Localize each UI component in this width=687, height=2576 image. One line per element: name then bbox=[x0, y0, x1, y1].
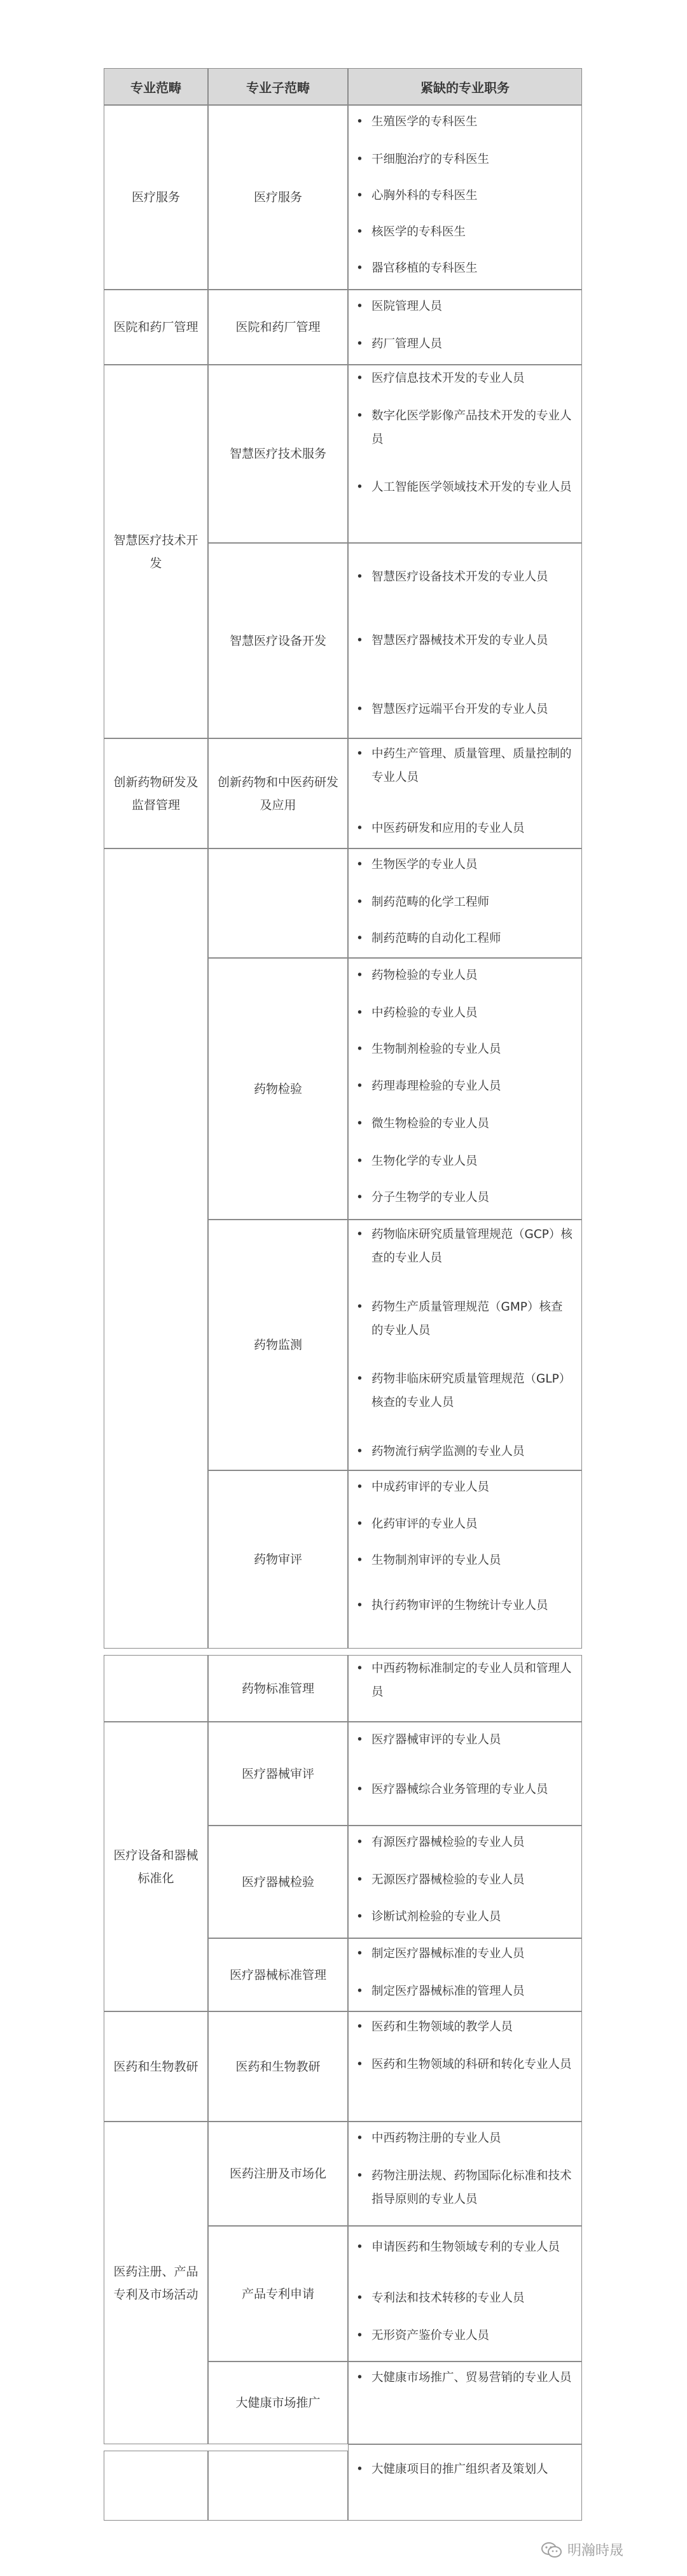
category-label: 医疗设备和器械标准化 bbox=[113, 1848, 198, 1885]
watermark-text: 明瀚時晟 bbox=[567, 2543, 624, 2559]
header-label: 紧缺的专业职务 bbox=[420, 80, 510, 95]
roles-cell bbox=[348, 2122, 582, 2226]
role-item: • 有源医疗器械检验的专业人员 bbox=[356, 1831, 574, 1854]
subcategory-cell bbox=[208, 848, 348, 958]
role-item: • 申请医药和生物领域专利的专业人员 bbox=[356, 2235, 574, 2259]
header-label: 专业范畴 bbox=[130, 80, 181, 95]
subcategory-cell bbox=[208, 1220, 348, 1470]
role-item: • 诊断试剂检验的专业人员 bbox=[356, 1905, 574, 1929]
role-item: • 中西药物注册的专业人员 bbox=[356, 2127, 574, 2150]
subcategory-cell bbox=[208, 2361, 348, 2444]
role-item: • 药物非临床研究质量管理规范（GLP）核查的专业人员 bbox=[356, 1367, 574, 1414]
role-item: • 大健康项目的推广组织者及策划人 bbox=[356, 2458, 574, 2481]
subcategory-cell bbox=[208, 1655, 348, 1722]
subcategory-label: 药物监测 bbox=[253, 1338, 302, 1352]
role-item: • 核医学的专科医生 bbox=[356, 220, 574, 244]
subcategory-cell bbox=[208, 2451, 348, 2521]
role-item: • 医疗信息技术开发的专业人员 bbox=[356, 367, 574, 390]
role-item: • 药物流行病学监测的专业人员 bbox=[356, 1440, 574, 1463]
header-cell bbox=[208, 68, 348, 105]
subcategory-label: 产品专利申请 bbox=[241, 2286, 314, 2301]
role-item: • 中成药审评的专业人员 bbox=[356, 1475, 574, 1499]
role-item: • 中药检验的专业人员 bbox=[356, 1001, 574, 1025]
role-item: • 执行药物审评的生物统计专业人员 bbox=[356, 1594, 574, 1617]
category-cell bbox=[104, 848, 208, 1649]
roles-cell bbox=[348, 1938, 582, 2011]
role-item: • 药物生产质量管理规范（GMP）核查的专业人员 bbox=[356, 1295, 574, 1342]
roles-cell bbox=[348, 2361, 582, 2444]
role-item: • 医疗器械综合业务管理的专业人员 bbox=[356, 1778, 574, 1801]
role-item: • 药理毒理检验的专业人员 bbox=[356, 1074, 574, 1098]
category-label: 医院和药厂管理 bbox=[113, 320, 198, 334]
role-item: • 智慧医疗器械技术开发的专业人员 bbox=[356, 629, 574, 652]
subcategory-cell bbox=[208, 958, 348, 1220]
role-item: • 专利法和技术转移的专业人员 bbox=[356, 2286, 574, 2310]
category-label: 医药注册、产品专利及市场活动 bbox=[113, 2264, 198, 2302]
category-cell bbox=[104, 365, 208, 738]
role-item: • 中西药物标准制定的专业人员和管理人员 bbox=[356, 1657, 574, 1704]
subcategory-label: 医疗器械审评 bbox=[241, 1766, 314, 1781]
subcategory-cell bbox=[208, 1470, 348, 1649]
role-item: • 干细胞治疗的专科医生 bbox=[356, 148, 574, 171]
category-cell bbox=[104, 290, 208, 365]
header-label: 专业子范畴 bbox=[246, 80, 310, 95]
subcategory-label: 药物审评 bbox=[253, 1552, 302, 1566]
subcategory-label: 大健康市场推广 bbox=[235, 2396, 321, 2410]
roles-cell bbox=[348, 848, 582, 958]
role-item: • 生殖医学的专科医生 bbox=[356, 110, 574, 134]
subcategory-cell bbox=[208, 1826, 348, 1938]
role-item: • 制定医疗器械标准的专业人员 bbox=[356, 1942, 574, 1966]
role-item: • 药物临床研究质量管理规范（GCP）核查的专业人员 bbox=[356, 1223, 574, 1270]
roles-cell bbox=[348, 738, 582, 848]
role-item: • 心胸外科的专科医生 bbox=[356, 184, 574, 208]
roles-cell bbox=[348, 2226, 582, 2361]
role-item: • 智慧医疗设备技术开发的专业人员 bbox=[356, 565, 574, 589]
subcategory-label: 医院和药厂管理 bbox=[235, 320, 321, 334]
watermark bbox=[541, 2540, 623, 2559]
role-item: • 生物医学的专业人员 bbox=[356, 853, 574, 876]
roles-cell bbox=[348, 1470, 582, 1649]
subcategory-cell bbox=[208, 365, 348, 543]
roles-cell bbox=[348, 543, 582, 738]
role-item: • 医药和生物领域的科研和转化专业人员 bbox=[356, 2053, 574, 2076]
role-item: • 药物检验的专业人员 bbox=[356, 964, 574, 987]
subcategory-label: 医疗器械标准管理 bbox=[229, 1967, 326, 1982]
category-cell bbox=[104, 1655, 208, 1722]
roles-cell bbox=[348, 290, 582, 365]
role-item: • 制定医疗器械标准的管理人员 bbox=[356, 1980, 574, 2003]
roles-cell bbox=[348, 958, 582, 1220]
role-item: • 数字化医学影像产品技术开发的专业人员 bbox=[356, 404, 574, 451]
role-item: • 生物制剂审评的专业人员 bbox=[356, 1549, 574, 1572]
category-cell bbox=[104, 2451, 208, 2521]
role-item: • 大健康市场推广、贸易营销的专业人员 bbox=[356, 2366, 574, 2389]
roles-cell bbox=[348, 2444, 582, 2521]
role-item: • 药厂管理人员 bbox=[356, 332, 574, 356]
subcategory-label: 医疗服务 bbox=[253, 190, 302, 204]
subcategory-cell bbox=[208, 2122, 348, 2226]
subcategory-label: 药物检验 bbox=[253, 1081, 302, 1096]
roles-cell bbox=[348, 1826, 582, 1938]
roles-cell bbox=[348, 1220, 582, 1470]
role-item: • 微生物检验的专业人员 bbox=[356, 1112, 574, 1136]
role-item: • 中药生产管理、质量管理、质量控制的专业人员 bbox=[356, 742, 574, 789]
subcategory-cell bbox=[208, 2011, 348, 2122]
role-item: • 制药范畴的自动化工程师 bbox=[356, 927, 574, 950]
role-item: • 医药和生物领域的教学人员 bbox=[356, 2015, 574, 2039]
role-item: • 人工智能医学领域技术开发的专业人员 bbox=[356, 475, 574, 499]
subcategory-label: 药物标准管理 bbox=[241, 1681, 314, 1696]
subcategory-cell bbox=[208, 1938, 348, 2011]
role-item: • 化药审评的专业人员 bbox=[356, 1512, 574, 1536]
header-cell bbox=[104, 68, 208, 105]
wechat-icon bbox=[541, 2542, 562, 2558]
role-item: • 器官移植的专科医生 bbox=[356, 257, 574, 280]
roles-cell bbox=[348, 1655, 582, 1722]
subcategory-cell bbox=[208, 738, 348, 848]
subcategory-label: 智慧医疗设备开发 bbox=[229, 633, 326, 648]
roles-cell bbox=[348, 105, 582, 290]
role-item: • 无形资产鉴价专业人员 bbox=[356, 2324, 574, 2347]
role-item: • 无源医疗器械检验的专业人员 bbox=[356, 1868, 574, 1892]
subcategory-cell bbox=[208, 290, 348, 365]
category-cell bbox=[104, 2011, 208, 2122]
role-item: • 生物制剂检验的专业人员 bbox=[356, 1038, 574, 1061]
category-label: 创新药物研发及监督管理 bbox=[113, 775, 198, 812]
subcategory-cell bbox=[208, 105, 348, 290]
roles-cell bbox=[348, 1722, 582, 1826]
role-item: • 中医药研发和应用的专业人员 bbox=[356, 817, 574, 840]
category-cell bbox=[104, 738, 208, 848]
role-item: • 医院管理人员 bbox=[356, 295, 574, 318]
role-item: • 分子生物学的专业人员 bbox=[356, 1186, 574, 1209]
category-cell bbox=[104, 105, 208, 290]
role-item: • 智慧医疗远端平台开发的专业人员 bbox=[356, 698, 574, 721]
subcategory-label: 智慧医疗技术服务 bbox=[229, 447, 326, 461]
subcategory-label: 医疗器械检验 bbox=[241, 1875, 314, 1889]
category-label: 智慧医疗技术开发 bbox=[113, 533, 198, 570]
roles-cell bbox=[348, 365, 582, 543]
role-item: • 药物注册法规、药物国际化标准和技术指导原则的专业人员 bbox=[356, 2164, 574, 2211]
subcategory-label: 医药注册及市场化 bbox=[229, 2167, 326, 2181]
subcategory-label: 创新药物和中医药研发及应用 bbox=[218, 775, 339, 812]
subcategory-label: 医药和生物教研 bbox=[235, 2059, 321, 2074]
subcategory-cell bbox=[208, 2226, 348, 2361]
category-cell bbox=[104, 1722, 208, 2011]
header-cell bbox=[348, 68, 582, 105]
category-label: 医药和生物教研 bbox=[113, 2059, 198, 2074]
subcategory-cell bbox=[208, 1722, 348, 1826]
category-label: 医疗服务 bbox=[131, 190, 180, 204]
role-item: • 制药范畴的化学工程师 bbox=[356, 890, 574, 914]
role-item: • 生物化学的专业人员 bbox=[356, 1150, 574, 1173]
category-cell bbox=[104, 2122, 208, 2444]
roles-cell bbox=[348, 2011, 582, 2122]
subcategory-cell bbox=[208, 543, 348, 738]
role-item: • 医疗器械审评的专业人员 bbox=[356, 1728, 574, 1752]
